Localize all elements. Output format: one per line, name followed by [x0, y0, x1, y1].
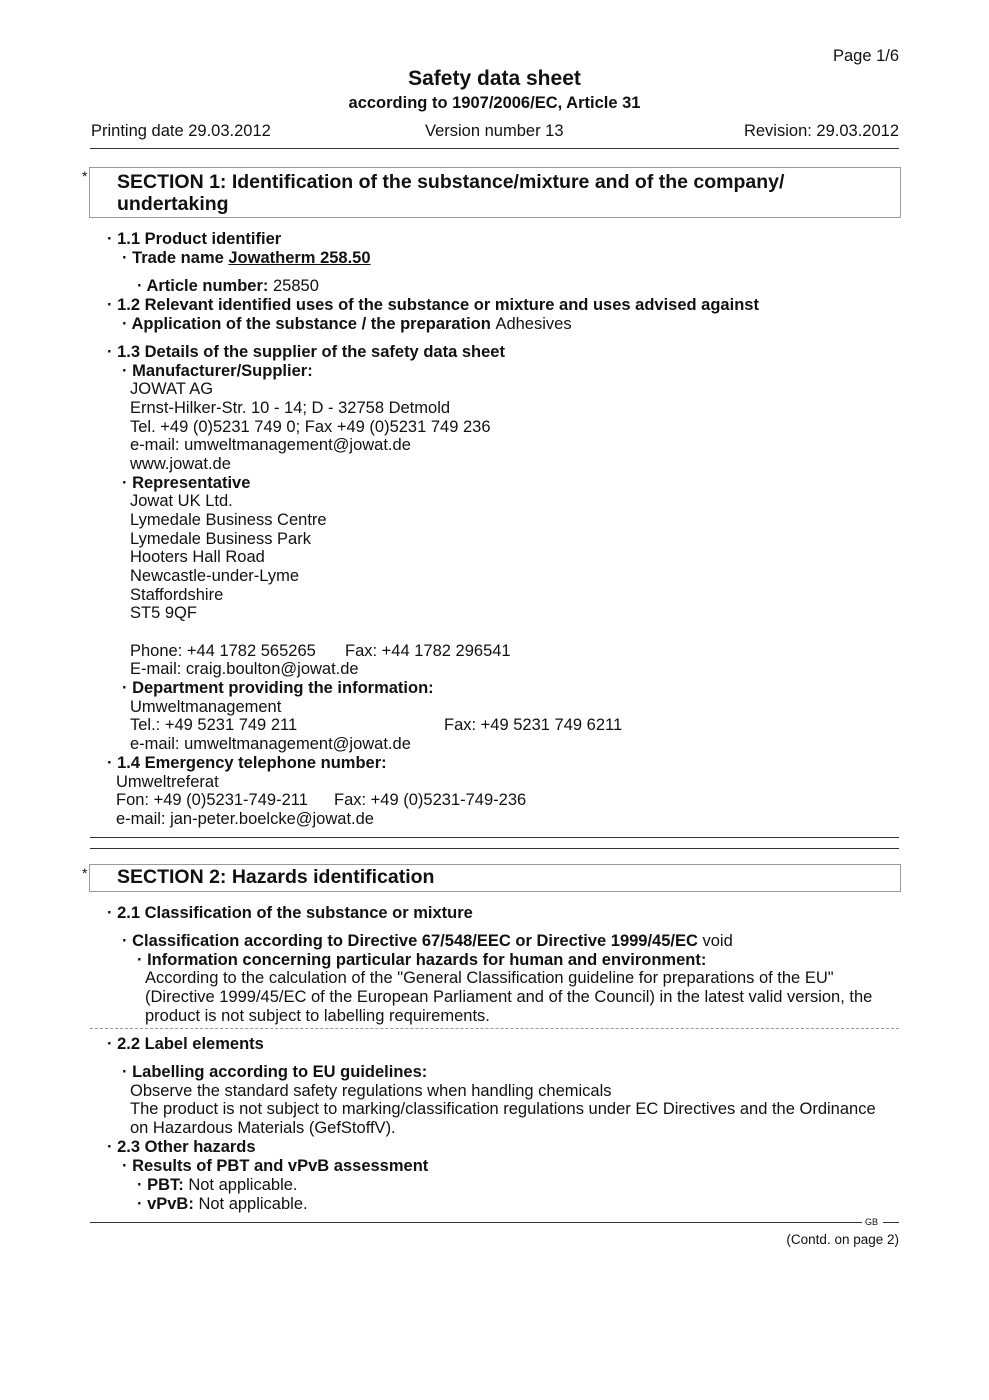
department-email: e-mail: umweltmanagement@jowat.de: [130, 735, 411, 753]
department-tel: Tel.: +49 5231 749 211: [130, 716, 298, 734]
subsection-2-1: · 2.1 Classification of the substance or mixture: [107, 904, 473, 922]
trade-name-value: Jowatherm 258.50: [228, 249, 371, 267]
labelling-line: The product is not subject to marking/classification regulations under EC Directives and the Ordinance: [130, 1100, 876, 1118]
labelling-line: Observe the standard safety regulations when handling chemicals: [130, 1082, 612, 1100]
representative-line: Staffordshire: [130, 586, 224, 604]
revision-date: Revision: 29.03.2012: [743, 122, 899, 140]
representative-line: ST5 9QF: [130, 604, 197, 622]
representative-line: Newcastle-under-Lyme: [130, 567, 300, 585]
pbt-row: [137, 1176, 298, 1195]
article-number-row: [137, 277, 319, 296]
hazard-info-label: · Information concerning particular hazards for human and environment:: [137, 951, 707, 969]
footer-divider-left: [90, 1222, 862, 1223]
emergency-email: e-mail: jan-peter.boelcke@jowat.de: [116, 810, 374, 828]
classification-label: · Classification according to Directive 67/548/EEC or Directive 1999/45/EC: [122, 932, 703, 950]
representative-line: Jowat UK Ltd.: [130, 492, 233, 510]
section-2-change-marker: *: [82, 865, 88, 881]
pbt-label: · PBT:: [137, 1176, 189, 1194]
header-divider: [90, 148, 899, 149]
version-number: Version number 13: [425, 122, 564, 140]
section-1-end-divider-1: [90, 837, 899, 838]
vpvb-value: Not applicable.: [198, 1195, 308, 1213]
trade-name-label: · Trade name: [122, 249, 229, 267]
representative-line: Hooters Hall Road: [130, 548, 265, 566]
manufacturer-line: Ernst-Hilker-Str. 10 - 14; D - 32758 Detmold: [130, 399, 451, 417]
classification-value: void: [702, 932, 733, 950]
page-number: Page 1/6: [833, 47, 900, 65]
manufacturer-line: www.jowat.de: [130, 455, 231, 473]
printing-date: Printing date 29.03.2012: [91, 122, 271, 140]
representative-label: · Representative: [122, 474, 251, 492]
labelling-line: on Hazardous Materials (GefStoffV).: [130, 1119, 396, 1137]
document-title: Safety data sheet: [408, 67, 581, 90]
manufacturer-label: · Manufacturer/Supplier:: [122, 362, 313, 380]
pbt-vpvb-heading: · Results of PBT and vPvB assessment: [122, 1157, 429, 1175]
section-1-heading-line-1: SECTION 1: Identification of the substance/mixture and of the company/: [117, 171, 785, 193]
classification-row: [122, 932, 733, 951]
manufacturer-line: Tel. +49 (0)5231 749 0; Fax +49 (0)5231 749 236: [130, 418, 491, 436]
vpvb-row: [137, 1195, 308, 1214]
emergency-name: Umweltreferat: [116, 773, 219, 791]
representative-line: Lymedale Business Centre: [130, 511, 327, 529]
article-number-value: 25850: [273, 277, 319, 295]
application-row: [122, 315, 572, 334]
department-fax: Fax: +49 5231 749 6211: [444, 716, 623, 734]
country-code: GB: [865, 1217, 879, 1227]
article-number-label: · Article number:: [137, 277, 273, 295]
subsection-divider: [90, 1028, 899, 1029]
pbt-value: Not applicable.: [188, 1176, 298, 1194]
subsection-2-3: · 2.3 Other hazards: [107, 1138, 256, 1156]
subsection-2-2: · 2.2 Label elements: [107, 1035, 264, 1053]
representative-fax: Fax: +44 1782 296541: [345, 642, 511, 660]
trade-name-row: [122, 249, 371, 268]
section-1-end-divider-2: [90, 848, 899, 849]
representative-email: E-mail: craig.boulton@jowat.de: [130, 660, 359, 678]
department-label: · Department providing the information:: [122, 679, 434, 697]
section-1-heading-line-2: undertaking: [117, 193, 229, 215]
subsection-1-3: · 1.3 Details of the supplier of the safety data sheet: [107, 343, 505, 361]
hazard-info-line: (Directive 1999/45/EC of the European Parliament and of the Council) in the latest valid version, the: [145, 988, 873, 1006]
section-1-change-marker: *: [82, 168, 88, 184]
representative-line: Lymedale Business Park: [130, 530, 311, 548]
hazard-info-line: According to the calculation of the "General Classification guideline for preparations of the EU": [145, 969, 834, 987]
section-2-heading: SECTION 2: Hazards identification: [117, 866, 435, 888]
representative-phone: Phone: +44 1782 565265: [130, 642, 316, 660]
subsection-1-4: · 1.4 Emergency telephone number:: [107, 754, 387, 772]
emergency-fax: Fax: +49 (0)5231-749-236: [334, 791, 527, 809]
vpvb-label: · vPvB:: [137, 1195, 199, 1213]
hazard-info-line: product is not subject to labelling requirements.: [145, 1007, 490, 1025]
subsection-1-1: · 1.1 Product identifier: [107, 230, 282, 248]
application-label: · Application of the substance / the preparation: [122, 315, 496, 333]
manufacturer-line: e-mail: umweltmanagement@jowat.de: [130, 436, 411, 454]
subsection-1-2: · 1.2 Relevant identified uses of the substance or mixture and uses advised against: [107, 296, 759, 314]
continued-note: (Contd. on page 2): [786, 1232, 899, 1247]
labelling-label: · Labelling according to EU guidelines:: [122, 1063, 428, 1081]
emergency-fon: Fon: +49 (0)5231-749-211: [116, 791, 308, 809]
footer-divider-right: [883, 1222, 899, 1223]
application-value: Adhesives: [495, 315, 572, 333]
document-subtitle: according to 1907/2006/EC, Article 31: [348, 94, 641, 112]
department-name: Umweltmanagement: [130, 698, 282, 716]
manufacturer-line: JOWAT AG: [130, 380, 214, 398]
